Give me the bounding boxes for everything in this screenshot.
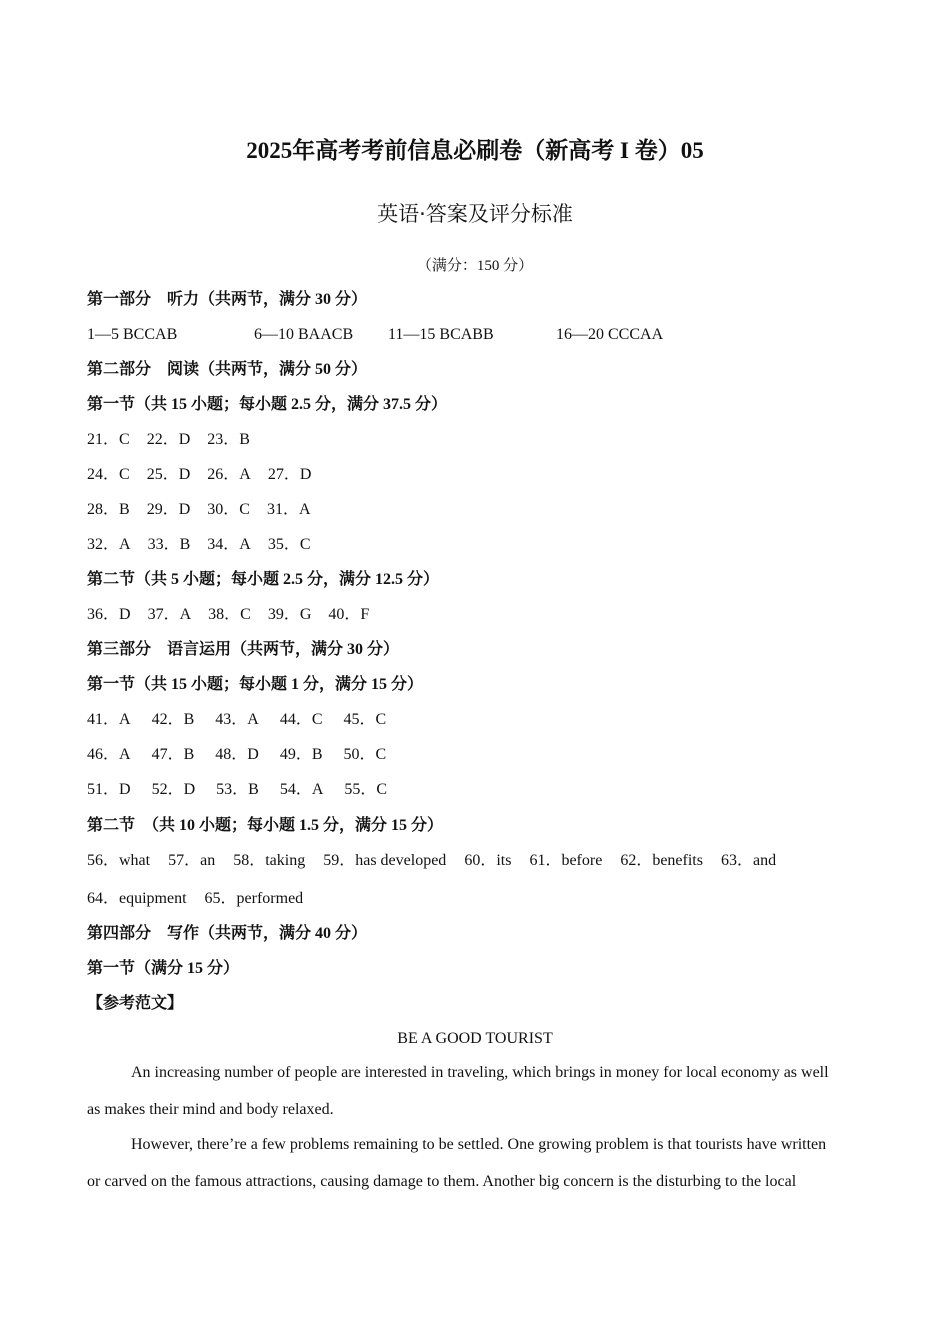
answer-row [87,709,386,731]
answer-item: 26．A [207,466,251,483]
answer-item: 58．taking [233,852,306,869]
answer-item: 33．B [147,536,191,553]
answer-item: 63．and [720,852,777,869]
sample-essay-label: 【参考范文】 [87,995,184,1012]
answer-item: 21．C [87,431,130,448]
answer-item: 46．A [87,746,131,763]
answer-item: 36．D [87,606,131,623]
answer-row [87,779,387,801]
answer-item: 30．C [207,501,250,518]
answer-item: 60．its [464,852,512,869]
answer-group: 16—20 CCCAA [556,326,664,343]
answer-item: 31．A [266,501,311,518]
answer-item: 55．C [344,781,388,798]
answer-row [87,499,311,521]
document-subtitle: 英语·答案及评分标准 [377,202,573,226]
answer-item: 52．D [151,781,196,798]
essay-paragraph-line: as makes their mind and body relaxed. [87,1101,334,1118]
answer-item: 43．A [215,711,259,728]
essay-paragraph-line: or carved on the famous attractions, causing damage to them. Another big concern is the disturbing to the local [87,1173,797,1190]
answer-row [87,429,250,451]
part2-section1-heading: 第一节（共 15 小题；每小题 2.5 分，满分 37.5 分） [87,396,448,413]
answer-item: 24．C [87,466,130,483]
part4-heading: 第四部分 写作（共两节，满分 40 分） [87,925,368,942]
answer-item: 51．D [87,781,131,798]
answer-item: 57．an [168,852,216,869]
answer-item: 64．equipment [87,890,187,907]
part2-section2-heading: 第二节（共 5 小题；每小题 2.5 分，满分 12.5 分） [87,571,440,588]
answer-row [87,888,303,910]
answer-item: 44．C [279,711,323,728]
full-score-note: （满分：150 分） [416,258,534,274]
answer-item: 62．benefits [620,852,703,869]
answer-item: 48．D [215,746,259,763]
answer-item: 39．G [267,606,312,623]
part3-heading: 第三部分 语言运用（共两节，满分 30 分） [87,641,400,658]
part3-section2-heading: 第二节 （共 10 小题；每小题 1.5 分，满分 15 分） [87,817,444,834]
answer-row [87,534,311,556]
answer-item: 35．C [267,536,311,553]
essay-paragraph-line: However, there’re a few problems remaining to be settled. One growing problem is that tourists have written [131,1136,827,1153]
answer-row [87,850,776,872]
part2-heading: 第二部分 阅读（共两节，满分 50 分） [87,361,368,378]
essay-paragraph-line: An increasing number of people are interested in traveling, which brings in money for local economy as well [131,1064,829,1081]
answer-item: 61．before [529,852,603,869]
answer-item: 56．what [87,852,151,869]
document-title: 2025年高考考前信息必刷卷（新高考 I 卷）05 [246,138,704,163]
answer-item: 59．has developed [323,852,447,869]
essay-title: BE A GOOD TOURIST [397,1030,553,1047]
answer-item: 50．C [343,746,387,763]
answer-item: 53．B [216,781,259,798]
answer-item: 65．performed [204,890,304,907]
part4-section1-heading: 第一节（满分 15 分） [87,960,240,977]
answer-item: 49．B [279,746,323,763]
answer-item: 54．A [279,781,324,798]
answer-row [87,744,386,766]
answer-item: 42．B [151,711,195,728]
answer-item: 45．C [343,711,387,728]
part3-section1-heading: 第一节（共 15 小题；每小题 1 分，满分 15 分） [87,676,424,693]
answer-item: 34．A [207,536,251,553]
answer-item: 32．A [87,536,131,553]
answer-group: 6—10 BAACB [254,326,354,343]
answer-item: 38．C [208,606,251,623]
answer-group: 1—5 BCCAB [87,326,178,343]
answer-item: 40．F [328,606,370,623]
part1-heading: 第一部分 听力（共两节，满分 30 分） [87,291,368,308]
answer-row [87,604,369,626]
answer-row [87,464,311,486]
answer-item: 28．B [87,501,130,518]
answer-item: 37．A [147,606,192,623]
answer-item: 41．A [87,711,131,728]
answer-item: 29．D [146,501,191,518]
answer-item: 22．D [146,431,191,448]
answer-item: 27．D [267,466,312,483]
answer-group: 11—15 BCABB [388,326,494,343]
answer-item: 25．D [146,466,191,483]
answer-item: 47．B [151,746,195,763]
answer-item: 23．B [207,431,250,448]
